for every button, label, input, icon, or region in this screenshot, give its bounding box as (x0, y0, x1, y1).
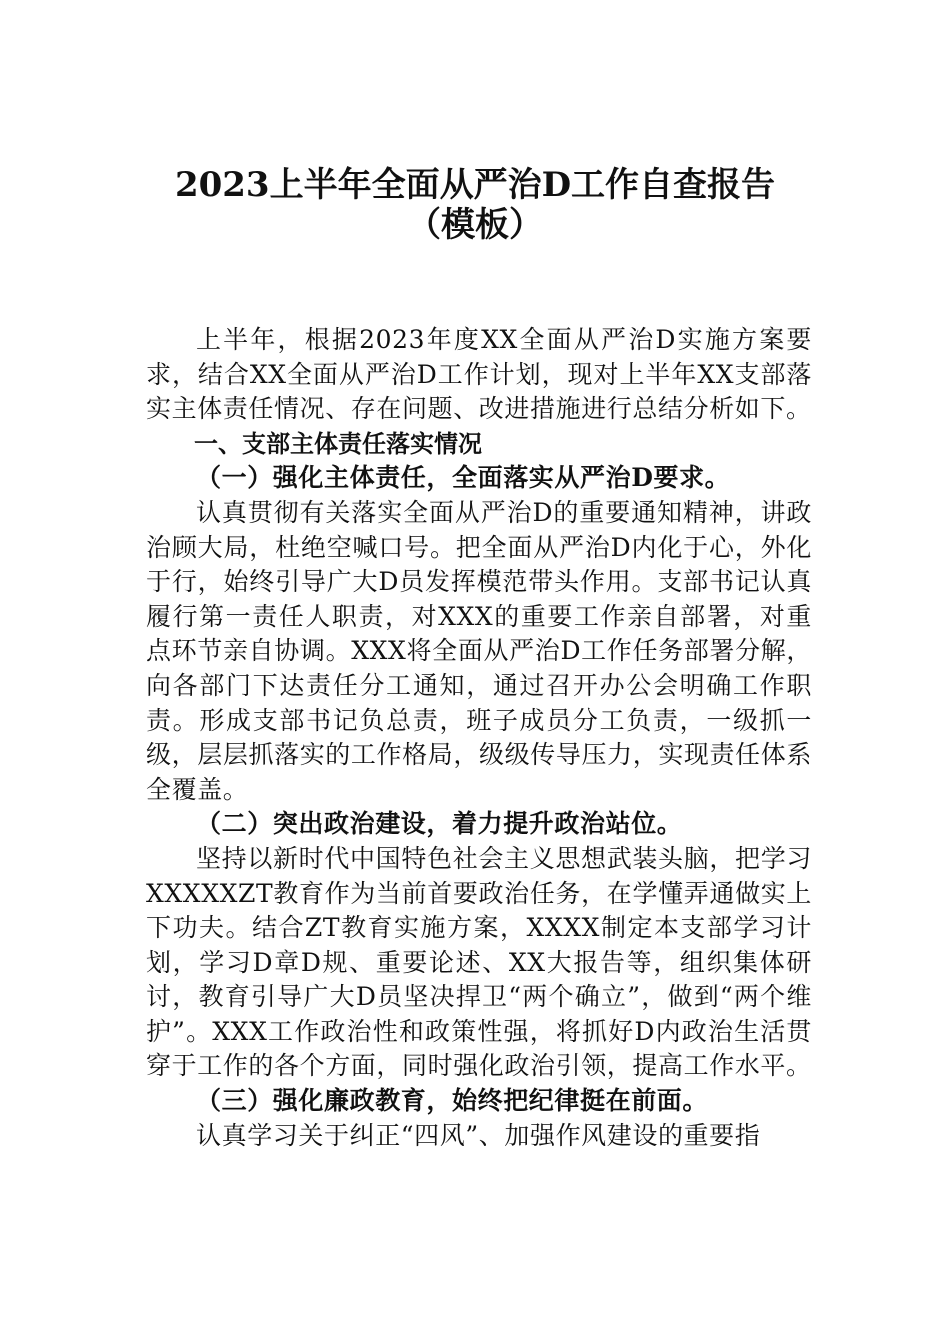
body-paragraph-3: 认真学习关于纠正“四风”、加强作风建设的重要指 (196, 1120, 761, 1150)
body-paragraph-1: 认真贯彻有关落实全面从严治D的重要通知精神，讲政治顾大局，杜绝空喊口号。把全面从严治D内化于心，外化于行，始终引导广大D员发挥模范带头作用。支部书记认真履行第一责任人职责，对XXX的重要工作亲自部署，对重点环节亲自协调。XXX将全面从严治D工作任务部署分解，向各部门下达责任分工通知，通过召开办公会明确工作职责。形成支部书记负总责，班子成员分工负责，一级抓一级，层层抓落实的工作格局，级级传导压力，实现责任体系全覆盖。 (146, 497, 812, 804)
intro-paragraph: 上半年，根据2023年度XX全面从严治D实施方案要求，结合XX全面从严治D工作计划，现对上半年XX支部落实主体责任情况、存在问题、改进措施进行总结分析如下。 (146, 325, 812, 424)
subsection-heading-3: （三）强化廉政教育，始终把纪律挺在前面。 (196, 1086, 709, 1116)
document-title: 2023上半年全面从严治D工作自查报告 (174, 165, 776, 205)
subsection-heading-1: （一）强化主体责任，全面落实从严治D要求。 (196, 463, 731, 493)
section-heading-1: 一、支部主体责任落实情况 (194, 429, 482, 458)
subsection-heading-2: （二）突出政治建设，着力提升政治站位。 (196, 809, 683, 839)
document-body (146, 323, 812, 1153)
document-subtitle: （模板） (407, 205, 543, 245)
body-paragraph-2: 坚持以新时代中国特色社会主义思想武装头脑，把学习XXXXXZT教育作为当前首要政治任务，在学懂弄通做实上下功夫。结合ZT教育实施方案，XXXX制定本支部学习计划，学习D章D规、重要论述、XX大报告等，组织集体研讨，教育引导广大D员坚决捍卫“两个确立”，做到“两个维护”。XXX工作政治性和政策性强，将抓好D内政治生活贯穿于工作的各个方面，同时强化政治引领，提高工作水平。 (146, 843, 812, 1081)
